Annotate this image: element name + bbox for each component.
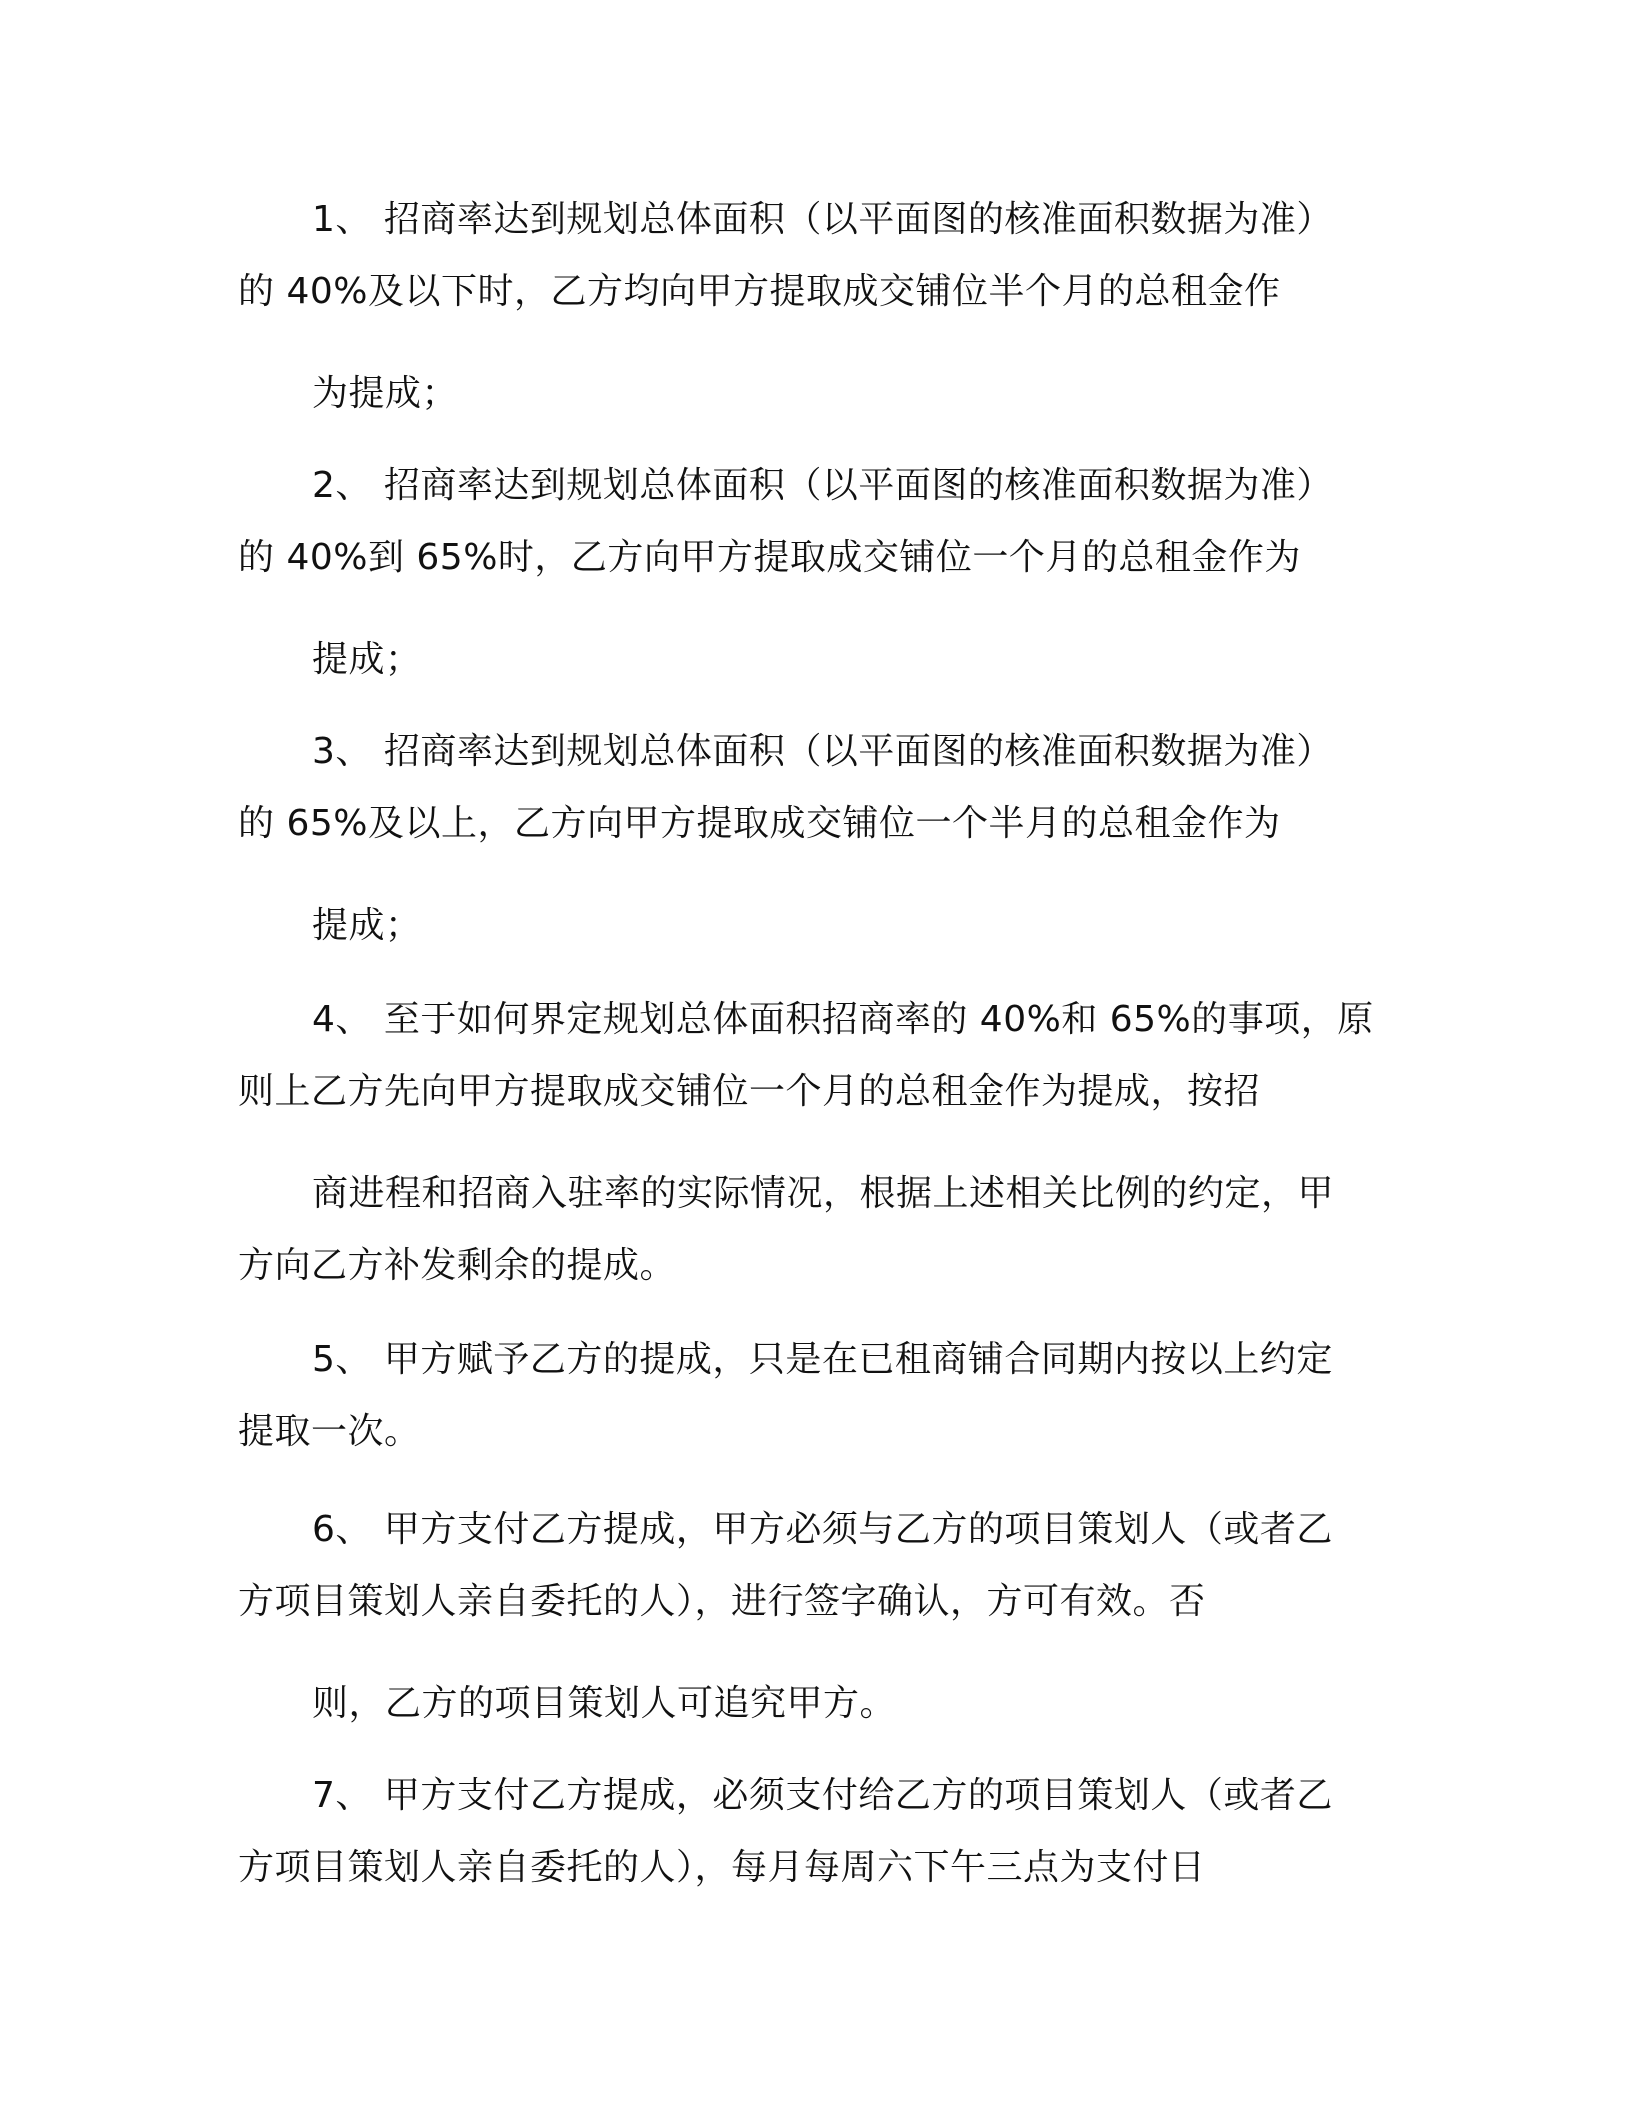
clause-7-line-1: 7、 甲方支付乙方提成，必须支付给乙方的项目策划人（或者乙 — [312, 1775, 1333, 1816]
clause-5-line-1: 5、 甲方赋予乙方的提成，只是在已租商铺合同期内按以上约定 — [312, 1339, 1333, 1380]
clause-2-line-2: 的 40%到 65%时，乙方向甲方提取成交铺位一个月的总租金作为 — [238, 537, 1301, 578]
clause-6-line-2: 方项目策划人亲自委托的人），进行签字确认，方可有效。否 — [238, 1581, 1206, 1622]
clause-6-line-1: 6、 甲方支付乙方提成，甲方必须与乙方的项目策划人（或者乙 — [312, 1509, 1333, 1550]
clause-1-line-1: 1、 招商率达到规划总体面积（以平面图的核准面积数据为准） — [312, 199, 1333, 240]
clause-2-line-1: 2、 招商率达到规划总体面积（以平面图的核准面积数据为准） — [312, 465, 1333, 506]
clause-2-line-3: 提成； — [312, 639, 422, 680]
clause-6-line-3: 则，乙方的项目策划人可追究甲方。 — [312, 1683, 897, 1724]
clause-4-line-4: 方向乙方补发剩余的提成。 — [238, 1245, 677, 1286]
clause-3-line-2: 的 65%及以上，乙方向甲方提取成交铺位一个半月的总租金作为 — [238, 803, 1281, 844]
clause-3-line-3: 提成； — [312, 905, 422, 946]
clause-4-line-2: 则上乙方先向甲方提取成交铺位一个月的总租金作为提成，按招 — [238, 1071, 1261, 1112]
clause-1-line-2: 的 40%及以下时，乙方均向甲方提取成交铺位半个月的总租金作 — [238, 271, 1281, 312]
clause-3-line-1: 3、 招商率达到规划总体面积（以平面图的核准面积数据为准） — [312, 731, 1333, 772]
clause-5-line-2: 提取一次。 — [238, 1411, 421, 1452]
clause-1-line-3: 为提成； — [312, 373, 459, 414]
clause-4-line-3: 商进程和招商入驻率的实际情况，根据上述相关比例的约定，甲 — [312, 1173, 1335, 1214]
clause-7-line-2: 方项目策划人亲自委托的人），每月每周六下午三点为支付日 — [238, 1847, 1206, 1888]
clause-4-line-1: 4、 至于如何界定规划总体面积招商率的 40%和 65%的事项，原 — [312, 999, 1374, 1040]
